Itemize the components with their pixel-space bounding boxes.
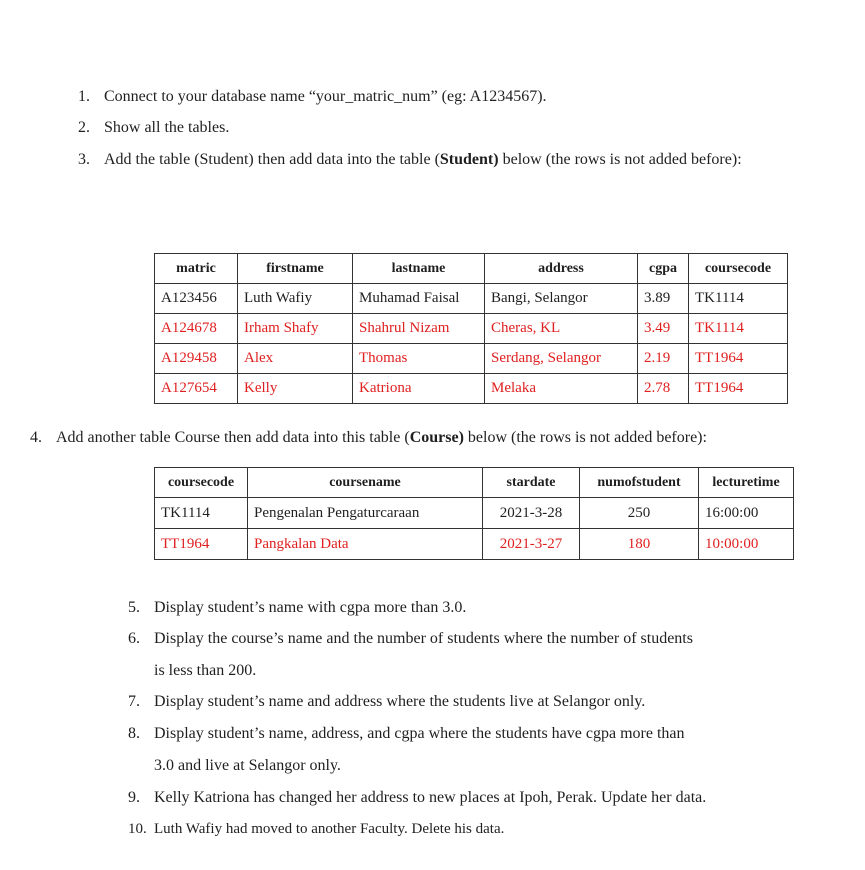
table-cell: Muhamad Faisal	[353, 284, 485, 314]
step-text: Add the table (Student) then add data into the table (	[104, 151, 440, 168]
table-cell: Melaka	[485, 374, 638, 404]
step-text: Display the course’s name and the number of students where the number of students	[154, 630, 693, 647]
step-8-continued	[128, 756, 341, 776]
table-row	[155, 374, 788, 404]
table-cell: 16:00:00	[699, 498, 794, 529]
step-10	[128, 819, 504, 839]
table-cell: TT1964	[689, 344, 788, 374]
table-row	[155, 284, 788, 314]
table-cell: 180	[580, 529, 699, 560]
table-header-row	[155, 254, 788, 284]
step-text: Luth Wafiy had moved to another Faculty. Delete his data.	[154, 821, 505, 837]
step-5	[128, 598, 466, 618]
table-cell: Kelly	[238, 374, 353, 404]
course-table	[154, 467, 794, 560]
step-number: 3.	[78, 151, 90, 168]
step-number: 4.	[30, 429, 42, 446]
step-number: 5.	[128, 599, 140, 616]
step-number: 10.	[128, 821, 147, 837]
table-cell: Luth Wafiy	[238, 284, 353, 314]
step-1	[78, 87, 547, 107]
step-text: Display student’s name with cgpa more than 3.0.	[154, 599, 467, 616]
table-cell: A127654	[155, 374, 238, 404]
column-header: lastname	[353, 254, 485, 284]
table-cell: 3.49	[638, 314, 689, 344]
step-7	[128, 692, 645, 712]
column-header: stardate	[483, 468, 580, 498]
step-text: Show all the tables.	[104, 119, 230, 136]
step-text: Display student’s name, address, and cgpa where the students have cgpa more than	[154, 725, 685, 742]
step-9	[128, 788, 706, 808]
table-cell: 2.78	[638, 374, 689, 404]
table-cell: 2021-3-28	[483, 498, 580, 529]
table-cell: TK1114	[689, 314, 788, 344]
table-cell: 2.19	[638, 344, 689, 374]
table-cell: Katriona	[353, 374, 485, 404]
table-cell: A124678	[155, 314, 238, 344]
column-header: lecturetime	[699, 468, 794, 498]
table-cell: Bangi, Selangor	[485, 284, 638, 314]
step-number: 1.	[78, 88, 90, 105]
column-header: coursename	[248, 468, 483, 498]
table-cell: TT1964	[689, 374, 788, 404]
table-cell: 2021-3-27	[483, 529, 580, 560]
table-cell: Cheras, KL	[485, 314, 638, 344]
table-row	[155, 498, 794, 529]
table-row	[155, 314, 788, 344]
table-cell: Thomas	[353, 344, 485, 374]
table-cell: 250	[580, 498, 699, 529]
column-header: firstname	[238, 254, 353, 284]
step-2	[78, 118, 229, 138]
table-cell: A123456	[155, 284, 238, 314]
step-text: Connect to your database name “your_matric_num” (eg: A1234567).	[104, 88, 547, 105]
table-cell: Shahrul Nizam	[353, 314, 485, 344]
step-6	[128, 629, 693, 649]
step-number: 9.	[128, 789, 140, 806]
step-text: 3.0 and live at Selangor only.	[154, 757, 341, 774]
step-number: 7.	[128, 693, 140, 710]
column-header: coursecode	[689, 254, 788, 284]
step-text: Add another table Course then add data into this table (	[56, 429, 410, 446]
table-cell: Pengenalan Pengaturcaraan	[248, 498, 483, 529]
column-header: numofstudent	[580, 468, 699, 498]
table-cell: A129458	[155, 344, 238, 374]
step-text: Display student’s name and address where the students live at Selangor only.	[154, 693, 646, 710]
step-text: is less than 200.	[154, 662, 257, 679]
table-cell: TK1114	[689, 284, 788, 314]
step-number: 8.	[128, 725, 140, 742]
table-cell: Pangkalan Data	[248, 529, 483, 560]
step-3	[78, 150, 742, 170]
step-bold-text: Course)	[409, 429, 464, 446]
table-row	[155, 344, 788, 374]
step-4	[30, 428, 707, 448]
step-6-continued	[128, 661, 256, 681]
table-cell: 3.89	[638, 284, 689, 314]
column-header: cgpa	[638, 254, 689, 284]
table-cell: Serdang, Selangor	[485, 344, 638, 374]
column-header: address	[485, 254, 638, 284]
step-bold-text: Student)	[439, 151, 499, 168]
table-cell: TK1114	[155, 498, 248, 529]
table-cell: Alex	[238, 344, 353, 374]
step-text: below (the rows is not added before):	[463, 429, 707, 446]
column-header: matric	[155, 254, 238, 284]
column-header: coursecode	[155, 468, 248, 498]
step-number: 2.	[78, 119, 90, 136]
step-text: below (the rows is not added before):	[498, 151, 742, 168]
table-cell: Irham Shafy	[238, 314, 353, 344]
table-cell: 10:00:00	[699, 529, 794, 560]
step-8	[128, 724, 685, 744]
table-row	[155, 529, 794, 560]
table-cell: TT1964	[155, 529, 248, 560]
step-text: Kelly Katriona has changed her address to new places at Ipoh, Perak. Update her data.	[154, 789, 707, 806]
step-number: 6.	[128, 630, 140, 647]
student-table	[154, 253, 788, 404]
table-header-row	[155, 468, 794, 498]
